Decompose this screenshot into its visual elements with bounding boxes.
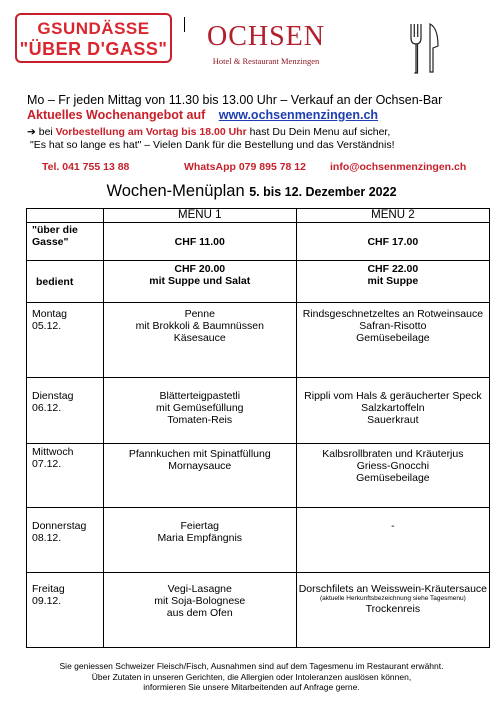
day-cell bbox=[27, 508, 104, 573]
day-name: Mittwoch bbox=[32, 446, 74, 458]
menu1-dish bbox=[103, 303, 296, 378]
plan-title bbox=[0, 182, 503, 201]
bedient-label: bedient bbox=[27, 261, 104, 303]
dish-line: Gemüsebeilage bbox=[356, 472, 430, 484]
menu-table bbox=[26, 208, 490, 648]
menu1-dish bbox=[103, 378, 296, 444]
table-row bbox=[27, 223, 490, 261]
day-date: 05.12. bbox=[32, 320, 62, 332]
dish-line: Pfannkuchen mit Spinatfüllung bbox=[128, 448, 271, 460]
day-row-tuesday bbox=[27, 378, 490, 444]
gsundaesse-badge bbox=[15, 13, 172, 63]
dish-line: - bbox=[391, 520, 395, 532]
menu1-dish bbox=[103, 508, 296, 573]
dish-line: Gemüsebeilage bbox=[356, 332, 430, 344]
day-name: Donnerstag bbox=[32, 520, 87, 532]
menu2-dish bbox=[296, 573, 489, 648]
day-date: 08.12. bbox=[32, 532, 62, 544]
bedient-menu2-price: CHF 22.00 bbox=[367, 263, 419, 275]
dish-line: mit Brokkoli & Baumnüssen bbox=[135, 320, 264, 332]
dish-line: aus dem Ofen bbox=[166, 607, 233, 619]
dish-line: Vegi-Lasagne bbox=[167, 583, 232, 595]
dish-line: Griess-Gnocchi bbox=[356, 460, 430, 472]
day-date: 07.12. bbox=[32, 458, 62, 470]
preorder-rest: hast Du Dein Menu auf sicher, bbox=[249, 126, 391, 138]
bedient-menu1 bbox=[103, 261, 296, 303]
divider bbox=[184, 17, 185, 32]
whatsapp-number[interactable]: WhatsApp 079 895 78 12 bbox=[184, 161, 306, 173]
preorder-highlight: Vorbestellung am Vortag bis 18.00 Uhr bbox=[55, 126, 247, 138]
day-name: Dienstag bbox=[32, 390, 74, 402]
menu2-dish bbox=[296, 444, 489, 508]
dish-line: Safran-Risotto bbox=[359, 320, 427, 332]
badge-line2: "ÜBER D'GASS" bbox=[19, 39, 168, 59]
menu2-dish bbox=[296, 378, 489, 444]
offer-label: Aktuelles Wochenangebot auf bbox=[27, 108, 206, 122]
gasse-menu2-price: CHF 17.00 bbox=[296, 223, 489, 261]
day-cell bbox=[27, 303, 104, 378]
dish-line: Dorschfilets an Weisswein-Kräutersauce bbox=[298, 583, 488, 595]
dish-line: Penne bbox=[184, 308, 215, 320]
preorder-line2: "Es hat so lange es hat" – Vielen Dank für die Bestellung und das Verständnis! bbox=[30, 139, 395, 151]
day-name: Freitag bbox=[32, 583, 65, 595]
plan-dates: 5. bis 12. Dezember 2022 bbox=[249, 185, 397, 199]
gasse-label: "über die Gasse" bbox=[27, 223, 104, 261]
plan-title-text: Wochen-Menüplan bbox=[106, 182, 245, 200]
day-cell bbox=[27, 444, 104, 508]
day-row-wednesday bbox=[27, 444, 490, 508]
day-cell bbox=[27, 573, 104, 648]
bedient-menu1-desc: mit Suppe und Salat bbox=[149, 275, 251, 287]
preorder-prefix: bei bbox=[38, 126, 53, 138]
dish-line: Tomaten-Reis bbox=[167, 414, 233, 426]
day-date: 09.12. bbox=[32, 595, 62, 607]
day-name: Montag bbox=[32, 308, 68, 320]
phone-number[interactable]: Tel. 041 755 13 88 bbox=[42, 161, 130, 173]
day-row-thursday bbox=[27, 508, 490, 573]
footer-line3: informieren Sie unsere Mitarbeitenden auf Anfrage gerne. bbox=[143, 682, 360, 692]
dish-line: Mornaysauce bbox=[168, 460, 232, 472]
dish-line: Rippli vom Hals & geräucherter Speck bbox=[304, 390, 482, 402]
day-cell bbox=[27, 378, 104, 444]
badge-line1: GSUNDÄSSE bbox=[37, 19, 150, 38]
dish-line: Maria Empfängnis bbox=[157, 532, 243, 544]
arrow-right-icon: ➔ bbox=[27, 126, 36, 138]
opening-hours: Mo – Fr jeden Mittag von 11.30 bis 13.00 Uhr – Verkauf an der Ochsen-Bar bbox=[27, 93, 443, 107]
dish-line: Trockenreis bbox=[365, 603, 421, 615]
menu1-dish bbox=[103, 573, 296, 648]
footer-line1: Sie geniessen Schweizer Fleisch/Fisch, Ausnahmen sind auf dem Tagesmenu im Restaurant erwähnt. bbox=[59, 661, 444, 671]
gasse-menu1-price: CHF 11.00 bbox=[103, 223, 296, 261]
footer-line2: Über Zutaten in unseren Gerichten, die Allergien oder Intoleranzen auslösen können, bbox=[91, 671, 412, 682]
dish-line: Sauerkraut bbox=[367, 414, 419, 426]
offer-line bbox=[27, 108, 378, 122]
cutlery-icon bbox=[408, 22, 440, 74]
header-empty bbox=[27, 209, 104, 223]
day-row-monday bbox=[27, 303, 490, 378]
bedient-menu2 bbox=[296, 261, 489, 303]
ochsen-logo-subtitle: Hotel & Restaurant Menzingen bbox=[212, 56, 320, 66]
dish-line: Feiertag bbox=[180, 520, 220, 532]
email-link[interactable]: info@ochsenmenzingen.ch bbox=[330, 161, 467, 173]
origin-note: (aktuelle Herkunftsbezeichnung siehe Tagesmenu) bbox=[319, 595, 466, 602]
day-row-friday bbox=[27, 573, 490, 648]
dish-line: Salzkartoffeln bbox=[361, 402, 425, 414]
bedient-menu1-price: CHF 20.00 bbox=[174, 263, 226, 275]
footer-note bbox=[0, 661, 503, 693]
menu1-dish bbox=[103, 444, 296, 508]
ochsen-logo: OCHSEN bbox=[206, 21, 325, 52]
dish-line: Rindsgeschnetzeltes an Rotweinsauce bbox=[302, 308, 484, 320]
dish-line: Blätterteigpastetli bbox=[159, 390, 241, 402]
header-menu2: MENU 2 bbox=[296, 209, 489, 223]
header-menu1: MENU 1 bbox=[103, 209, 296, 223]
menu2-dish bbox=[296, 508, 489, 573]
preorder-info bbox=[27, 126, 395, 152]
bedient-menu2-desc: mit Suppe bbox=[367, 275, 419, 287]
dish-line: mit Gemüsefüllung bbox=[155, 402, 244, 414]
table-row bbox=[27, 261, 490, 303]
dish-line: Käsesauce bbox=[173, 332, 226, 344]
website-link[interactable]: www.ochsenmenzingen.ch bbox=[218, 108, 379, 122]
menu2-dish bbox=[296, 303, 489, 378]
dish-line: mit Soja-Bolognese bbox=[154, 595, 246, 607]
dish-line: Kalbsrollbraten und Kräuterjus bbox=[322, 448, 464, 460]
day-date: 06.12. bbox=[32, 402, 62, 414]
table-header-row bbox=[27, 209, 490, 223]
